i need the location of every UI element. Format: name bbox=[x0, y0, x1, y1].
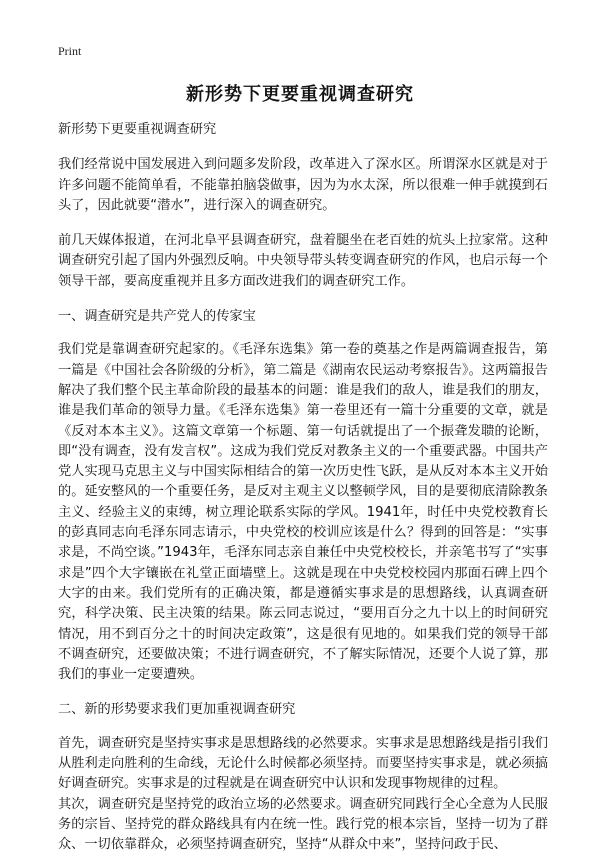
paragraph-first: 首先，调查研究是坚持实事求是思想路线的必然要求。实事求是思想路线是指引我们从胜利走向胜利的生命线，无论什么时候都必须坚持。而要坚持实事求是，就必须搞好调查研究。实事求是的过程就是在调查研究中认识和发现事物规律的过程。 bbox=[58, 735, 548, 792]
print-link[interactable]: Print bbox=[58, 44, 82, 58]
paragraph-history: 我们党是靠调查研究起家的。《毛泽东选集》第一卷的奠基之作是两篇调查报告，第一篇是《中国社会各阶级的分析》，第二篇是《湖南农民运动考察报告》。这两篇报告解决了我们整个民主革命阶段的最基本的问题：谁是我们的敌人，谁是我们的朋友，谁是我们革命的领导力量。《毛泽东选集》第一卷里还有一篇十分重要的文章，就是《反对本本主义》。这篇文章第一个标题、第一句话就提出了一个振聋发聩的论断，即“没有调查，没有发言权”。这成为我们党反对教条主义的一个重要武器。中国共产党人实现马克思主义与中国实际相结合的第一次历史性飞跃，是从反对本本主义开始的。延安整风的一个重要任务，是反对主观主义以整顿学风，目的是要彻底清除教条主义、经验主义的束缚，树立理论联系实际的学风。1941年，时任中央党校教育长的彭真同志向毛泽东同志请示，中央党校的校训应该是什么？得到的回答是：“实事求是，不尚空谈。”1943年，毛泽东同志亲自兼任中央党校校长，并亲笔书写了“实事求是”四个大字镶嵌在礼堂正面墙壁上。这就是现在中央党校校园内那面石碑上四个大字的由来。我们党所有的正确决策，都是遵循实事求是的思想路线，认真调查研究，科学决策、民主决策的结果。陈云同志说过，“要用百分之九十以上的时间研究情况，用不到百分之十的时间决定政策”，这是很有见地的。如果我们党的领导干部不调查研究，还要做决策；不进行调查研究，不了解实际情况，还要个人说了算，那我们的事业一定要遭殃。 bbox=[58, 342, 548, 683]
page-title: 新形势下更要重视调查研究 bbox=[186, 84, 414, 105]
article-subtitle: 新形势下更要重视调查研究 bbox=[58, 122, 217, 137]
article-body bbox=[58, 120, 548, 856]
paragraph-second: 其次，调查研究是坚持党的政治立场的必然要求。调查研究同践行全心全意为人民服务的宗旨、坚持党的群众路线具有内在统一性。践行党的根本宗旨，坚持一切为了群众、一切依靠群众，必须坚持调查研究，坚持“从群众中来”，坚持问政于民、 bbox=[58, 796, 548, 853]
paragraph-news: 前几天媒体报道，在河北阜平县调查研究，盘着腿坐在老百姓的炕头上拉家常。这种调查研究引起了国内外强烈反响。中央领导带头转变调查研究的作风，也启示每一个领导干部，要高度重视并且多方面改进我们的调查研究工作。 bbox=[58, 233, 548, 289]
section-heading-1: 一、调查研究是共产党人的传家宝 bbox=[58, 309, 256, 325]
paragraph-intro: 我们经常说中国发展进入到问题多发阶段，改革进入了深水区。所谓深水区就是对于许多问题不能简单看，不能靠拍脑袋做事，因为为水太深，所以很难一伸手就摸到石头了，因此就要“潜水”，进行深入的调查研究。 bbox=[58, 157, 548, 213]
section-heading-2: 二、新的形势要求我们更加重视调查研究 bbox=[58, 702, 296, 718]
